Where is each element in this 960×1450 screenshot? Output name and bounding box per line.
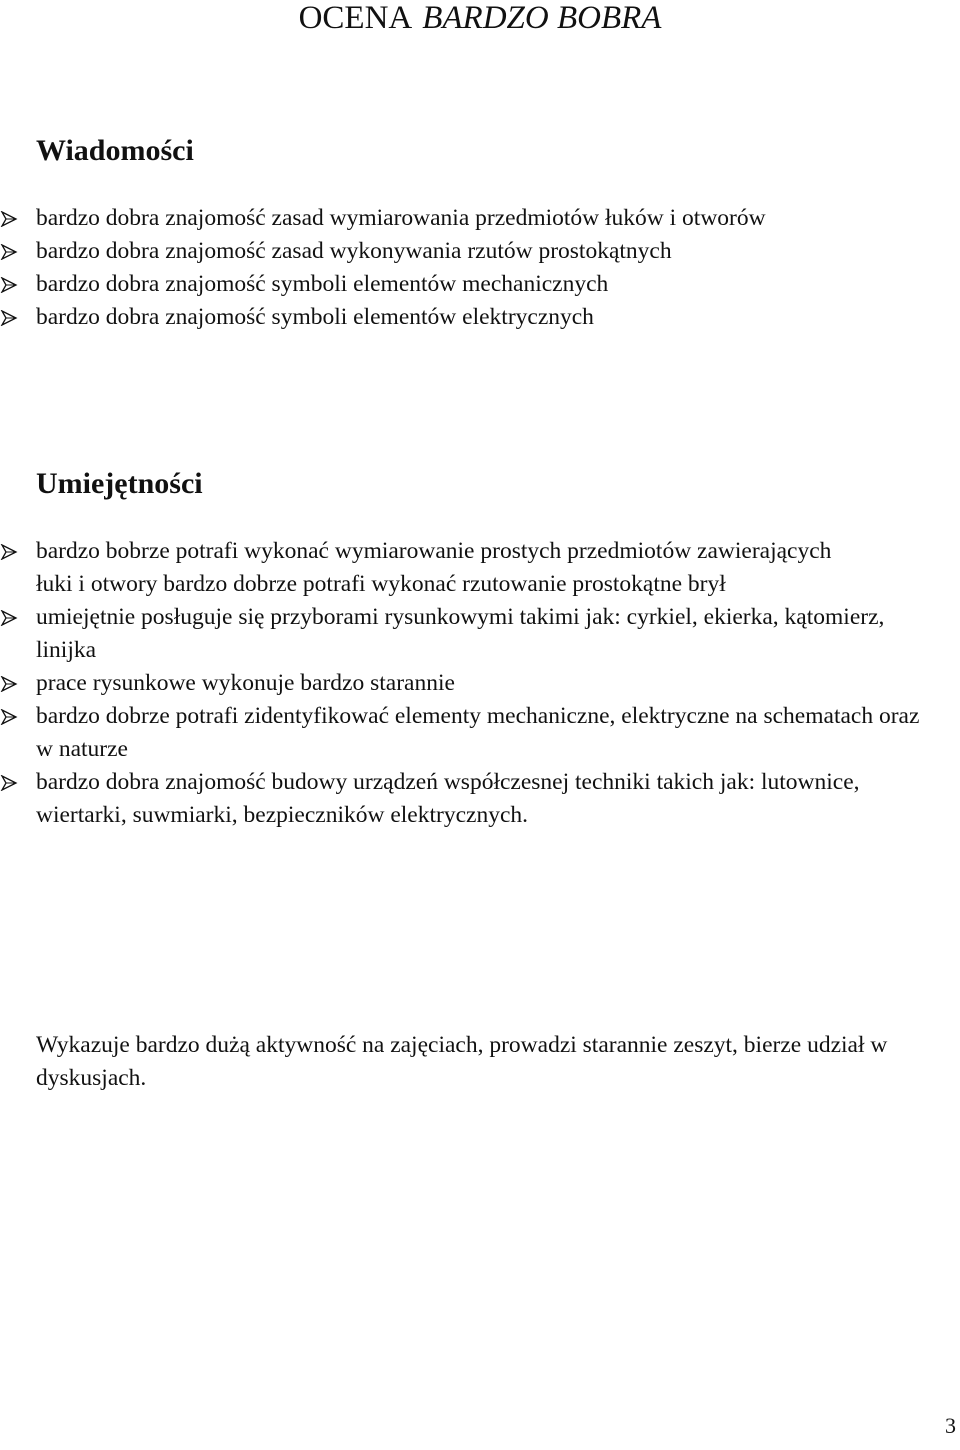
arrow-bullet-icon xyxy=(0,544,18,560)
page-title xyxy=(0,0,960,36)
arrow-bullet-icon xyxy=(0,775,18,791)
knowledge-heading: Wiadomości xyxy=(36,134,194,167)
knowledge-list xyxy=(0,202,920,334)
list-item-text: bardzo dobrze potrafi zidentyfikować elementy mechaniczne, elektryczne na schematach oraz w naturze xyxy=(36,703,920,762)
list-item xyxy=(0,235,920,268)
list-item xyxy=(0,766,920,832)
skills-heading: Umiejętności xyxy=(36,467,203,500)
list-item-text: bardzo dobra znajomość symboli elementów elektrycznych xyxy=(36,304,594,330)
title-grade: BARDZO BOBRA xyxy=(422,0,662,36)
list-item-text: bardzo dobra znajomość zasad wykonywania rzutów prostokątnych xyxy=(36,238,672,264)
activity-paragraph: Wykazuje bardzo dużą aktywność na zajęciach, prowadzi starannie zeszyt, bierze udział w dyskusjach. xyxy=(36,1032,888,1091)
title-prefix: OCENA xyxy=(298,0,413,36)
list-item xyxy=(0,301,920,334)
arrow-bullet-icon xyxy=(0,676,18,692)
list-continuation-line xyxy=(0,568,920,601)
list-item-text: bardzo dobra znajomość symboli elementów mechanicznych xyxy=(36,271,609,297)
list-item xyxy=(0,667,920,700)
list-item-text: prace rysunkowe wykonuje bardzo starannie xyxy=(36,670,455,696)
list-item-text: bardzo dobra znajomość zasad wymiarowania przedmiotów łuków i otworów xyxy=(36,205,766,231)
arrow-bullet-icon xyxy=(0,244,18,260)
list-item xyxy=(0,601,920,667)
arrow-bullet-icon xyxy=(0,610,18,626)
skills-list xyxy=(0,535,920,832)
list-item xyxy=(0,202,920,235)
list-item xyxy=(0,268,920,301)
list-item-text: umiejętnie posługuje się przyborami rysunkowymi takimi jak: cyrkiel, ekierka, kątomierz, linijka xyxy=(36,604,885,663)
page-number: 3 xyxy=(945,1413,956,1438)
list-continuation-text: łuki i otwory bardzo dobrze potrafi wykonać rzutowanie prostokątne brył xyxy=(36,571,726,597)
list-item-text: bardzo bobrze potrafi wykonać wymiarowanie prostych przedmiotów zawierających xyxy=(36,538,832,564)
arrow-bullet-icon xyxy=(0,310,18,326)
arrow-bullet-icon xyxy=(0,709,18,725)
list-item xyxy=(0,700,920,766)
arrow-bullet-icon xyxy=(0,211,18,227)
arrow-bullet-icon xyxy=(0,277,18,293)
list-item xyxy=(0,535,920,568)
list-item-text: bardzo dobra znajomość budowy urządzeń współczesnej techniki takich jak: lutownice, wiertarki, suwmiarki, bezpieczników elektrycznych. xyxy=(36,769,860,828)
